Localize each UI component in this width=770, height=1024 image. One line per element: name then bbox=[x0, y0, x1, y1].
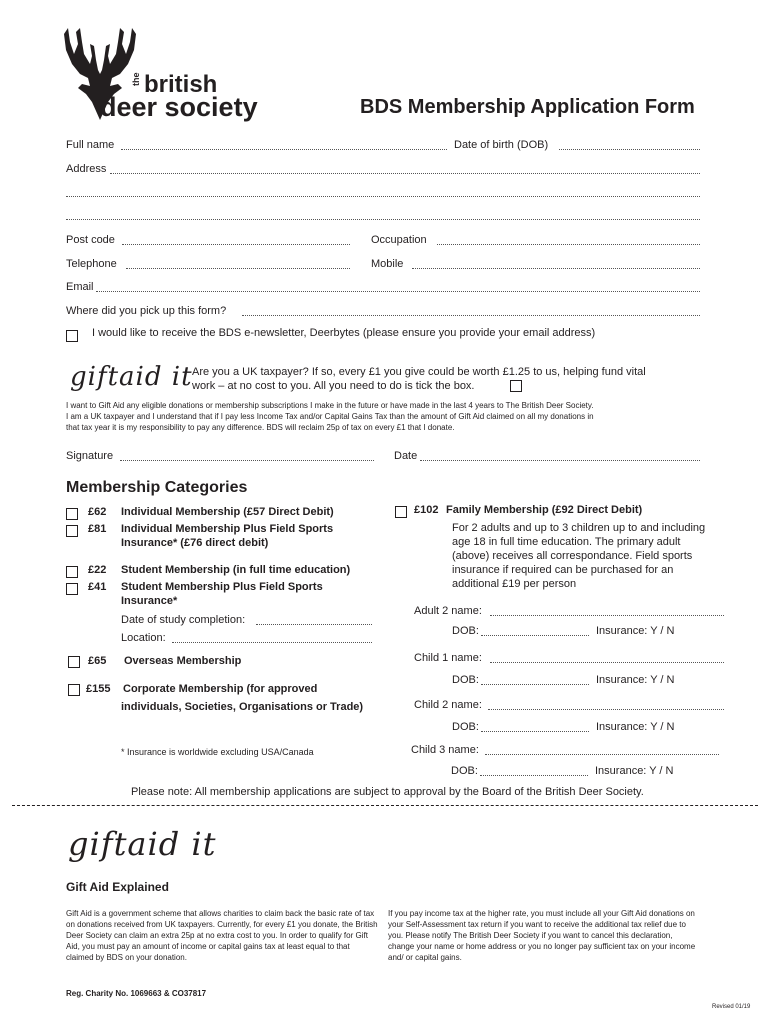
revised-date: Revised 01/19 bbox=[712, 1004, 751, 1010]
child2-insurance[interactable]: Insurance: Y / N bbox=[596, 721, 675, 733]
adult2-field[interactable] bbox=[490, 615, 724, 616]
adult2-dob-field[interactable] bbox=[481, 635, 589, 636]
individual-plus-checkbox[interactable] bbox=[66, 525, 78, 537]
family-desc-3: (above) receives all correspondance. Field sports bbox=[452, 550, 693, 562]
explained-left-text: Gift Aid is a government scheme that allows charities to claim back the basic rate of tax on donations received from UK taxpayers. Currently, for every £1 you donate, the British Deer Society can claim an extra 25p at no extra cost to you. In order to qualify for Gift Aid, you must pay an amount of income or capital gains tax at least equal to that claimed by BDS on your donation. bbox=[66, 909, 378, 962]
student-plus-label-2: Insurance* bbox=[121, 595, 178, 607]
family-desc-5: additional £19 per person bbox=[452, 578, 577, 590]
adult2-insurance[interactable]: Insurance: Y / N bbox=[596, 625, 675, 637]
family-desc-4: insurance if required can be purchased for an bbox=[452, 564, 674, 576]
approval-note: Please note: All membership applications are subject to approval by the Board of the British Deer Society. bbox=[131, 786, 644, 798]
study-completion-label: Date of study completion: bbox=[121, 614, 246, 626]
child2-field[interactable] bbox=[488, 709, 724, 710]
child1-field[interactable] bbox=[490, 662, 724, 663]
location-label: Location: bbox=[121, 632, 166, 644]
signature-label: Signature bbox=[66, 450, 114, 462]
giftaid-question-1: Are you a UK taxpayer? If so, every £1 you give could be worth £1.25 to us, helping fund vital bbox=[192, 366, 646, 378]
child3-label: Child 3 name: bbox=[411, 744, 479, 756]
logo-british: british bbox=[144, 71, 218, 98]
logo-deer-society: deer society bbox=[100, 92, 258, 122]
postcode-field[interactable] bbox=[122, 244, 350, 245]
child3-dob-label: DOB: bbox=[451, 765, 478, 777]
giftaid-checkbox[interactable] bbox=[510, 380, 522, 392]
postcode-label: Post code bbox=[66, 234, 115, 246]
telephone-label: Telephone bbox=[66, 258, 117, 270]
giftaid-declaration-3: that tax year it is my responsibility to pay any difference. BDS will reclaim 25p of tax on every £1 that I donate. bbox=[66, 423, 455, 432]
corporate-label-2: individuals, Societies, Organisations or Trade) bbox=[121, 701, 364, 713]
charity-number: Reg. Charity No. 1069663 & CO37817 bbox=[66, 989, 207, 998]
child2-label: Child 2 name: bbox=[414, 699, 482, 711]
full-name-label: Full name bbox=[66, 139, 115, 151]
bds-logo bbox=[62, 24, 282, 124]
adult2-dob-label: DOB: bbox=[452, 625, 479, 637]
corporate-label-1: Corporate Membership (for approved bbox=[123, 683, 318, 695]
overseas-price: £65 bbox=[88, 655, 107, 667]
overseas-checkbox[interactable] bbox=[68, 656, 80, 668]
corporate-checkbox[interactable] bbox=[68, 684, 80, 696]
pickup-field[interactable] bbox=[242, 315, 700, 316]
date-field[interactable] bbox=[420, 460, 700, 461]
student-plus-checkbox[interactable] bbox=[66, 583, 78, 595]
child3-insurance[interactable]: Insurance: Y / N bbox=[595, 765, 674, 777]
individual-plus-label-2: Insurance* (£76 direct debit) bbox=[121, 537, 269, 549]
individual-label: Individual Membership (£57 Direct Debit) bbox=[121, 506, 334, 518]
telephone-field[interactable] bbox=[126, 268, 350, 269]
family-price: £102 bbox=[414, 504, 439, 516]
address-label: Address bbox=[66, 163, 107, 175]
address-field-3[interactable] bbox=[66, 219, 700, 220]
adult2-label: Adult 2 name: bbox=[414, 605, 482, 617]
family-label: Family Membership (£92 Direct Debit) bbox=[446, 504, 643, 516]
child1-dob-label: DOB: bbox=[452, 674, 479, 686]
child2-dob-label: DOB: bbox=[452, 721, 479, 733]
student-label: Student Membership (in full time education) bbox=[121, 564, 351, 576]
newsletter-checkbox[interactable] bbox=[66, 330, 78, 342]
giftaid-logo: giftaid it bbox=[70, 362, 193, 392]
address-field-1[interactable] bbox=[110, 173, 700, 174]
individual-plus-label-1: Individual Membership Plus Field Sports bbox=[121, 523, 334, 535]
giftaid-question-2: work – at no cost to you. All you need to do is tick the box. bbox=[192, 380, 475, 392]
child1-label: Child 1 name: bbox=[414, 652, 482, 664]
membership-heading: Membership Categories bbox=[66, 479, 248, 496]
address-field-2[interactable] bbox=[66, 196, 700, 197]
individual-checkbox[interactable] bbox=[66, 508, 78, 520]
date-label: Date bbox=[394, 450, 418, 462]
overseas-label: Overseas Membership bbox=[124, 655, 242, 667]
insurance-note: * Insurance is worldwide excluding USA/Canada bbox=[121, 747, 314, 757]
explained-heading: Gift Aid Explained bbox=[66, 880, 169, 894]
mobile-label: Mobile bbox=[371, 258, 404, 270]
family-desc-2: age 18 in full time education. The primary adult bbox=[452, 536, 681, 548]
explained-right-text: If you pay income tax at the higher rate, you must include all your Gift Aid donations on your Self-Assessment tax return if you want to receive the additional tax relief due to you. Please notify The British Deer Society if you want to cancel this declaration, change your name or home address or you no longer pay sufficient tax on your income and/ or capital gains. bbox=[388, 909, 696, 962]
student-price: £22 bbox=[88, 564, 107, 576]
child3-dob-field[interactable] bbox=[480, 775, 588, 776]
email-field[interactable] bbox=[96, 291, 700, 292]
occupation-field[interactable] bbox=[437, 244, 700, 245]
mobile-field[interactable] bbox=[412, 268, 700, 269]
logo-the: the bbox=[131, 72, 141, 86]
child2-dob-field[interactable] bbox=[481, 731, 589, 732]
full-name-field[interactable] bbox=[121, 149, 447, 150]
individual-plus-price: £81 bbox=[88, 523, 107, 535]
giftaid-declaration-2: I am a UK taxpayer and I understand that if I pay less Income Tax and/or Capital Gains Tax than the amount of Gift Aid claimed on all my donations in bbox=[66, 412, 594, 421]
cut-line bbox=[12, 805, 758, 806]
location-field[interactable] bbox=[172, 642, 372, 643]
occupation-label: Occupation bbox=[371, 234, 427, 246]
student-plus-label-1: Student Membership Plus Field Sports bbox=[121, 581, 323, 593]
child3-field[interactable] bbox=[485, 754, 719, 755]
corporate-price: £155 bbox=[86, 683, 111, 695]
individual-price: £62 bbox=[88, 506, 107, 518]
student-checkbox[interactable] bbox=[66, 566, 78, 578]
giftaid-declaration-1: I want to Gift Aid any eligible donations or membership subscriptions I make in the future or have made in the last 4 years to The British Deer Society. bbox=[66, 401, 594, 410]
form-title: BDS Membership Application Form bbox=[360, 96, 695, 118]
email-label: Email bbox=[66, 281, 94, 293]
study-completion-field[interactable] bbox=[256, 624, 372, 625]
student-plus-price: £41 bbox=[88, 581, 107, 593]
dob-field[interactable] bbox=[559, 149, 700, 150]
signature-field[interactable] bbox=[120, 460, 374, 461]
newsletter-label: I would like to receive the BDS e-newsletter, Deerbytes (please ensure you provide your email address) bbox=[92, 327, 596, 339]
pickup-label: Where did you pick up this form? bbox=[66, 305, 227, 317]
child1-dob-field[interactable] bbox=[481, 684, 589, 685]
child1-insurance[interactable]: Insurance: Y / N bbox=[596, 674, 675, 686]
family-desc-1: For 2 adults and up to 3 children up to and including bbox=[452, 522, 706, 534]
family-checkbox[interactable] bbox=[395, 506, 407, 518]
explained-giftaid-logo: giftaid it bbox=[68, 825, 217, 863]
dob-label: Date of birth (DOB) bbox=[454, 139, 549, 151]
